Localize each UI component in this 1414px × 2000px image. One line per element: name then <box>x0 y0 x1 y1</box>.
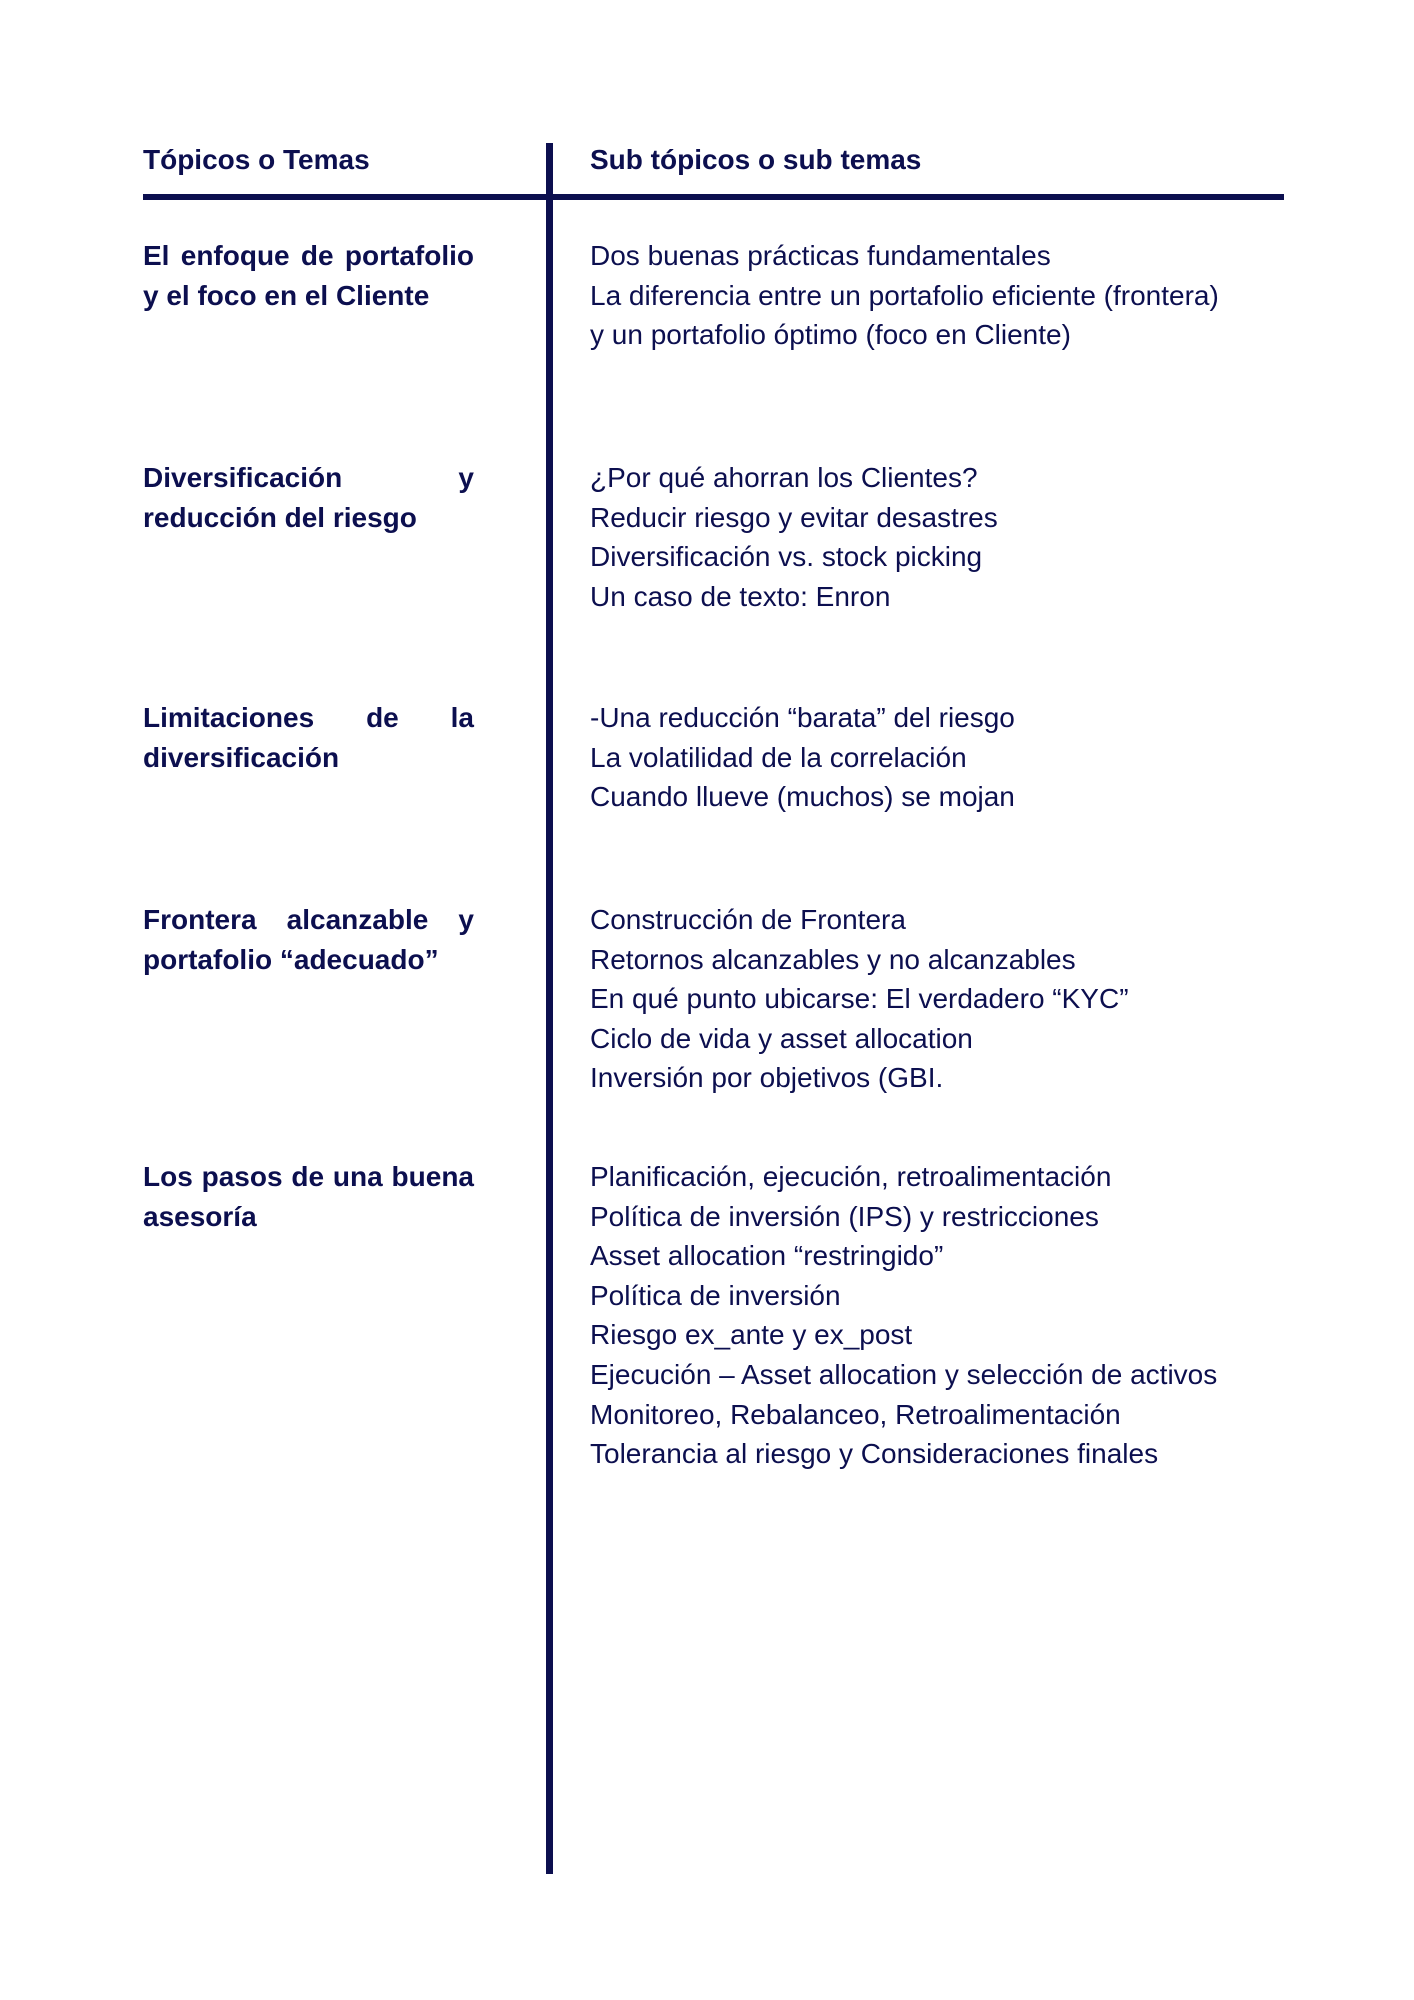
subtopics-4 <box>590 900 1290 1098</box>
subtopic-item: Retornos alcanzables y no alcanzables <box>590 943 1076 975</box>
subtopic-item: Reducir riesgo y evitar desastres <box>590 501 998 533</box>
topic-4: Frontera alcanzable y portafolio “adecuado” <box>143 904 474 975</box>
column-header-subtopics: Sub tópicos o sub temas <box>590 144 922 175</box>
subtopics-1 <box>590 236 1290 355</box>
column-divider <box>546 143 553 1874</box>
subtopic-item: Inversión por objetivos (GBI. <box>590 1062 944 1094</box>
subtopic-item: Cuando llueve (muchos) se mojan <box>590 781 1015 813</box>
topic-1: El enfoque de portafolio y el foco en el Cliente <box>143 240 474 311</box>
subtopic-item: Construcción de Frontera <box>590 904 906 935</box>
subtopic-item: Asset allocation “restringido” <box>590 1240 944 1272</box>
subtopics-5 <box>590 1157 1290 1474</box>
header-divider <box>143 194 1284 200</box>
subtopic-item: Un caso de texto: Enron <box>590 580 891 612</box>
subtopic-item: y un portafolio óptimo (foco en Cliente) <box>590 319 1071 351</box>
subtopic-item: Tolerancia al riesgo y Consideraciones finales <box>590 1438 1159 1470</box>
topic-3: Limitaciones de la diversificación <box>143 702 474 773</box>
subtopic-item: Diversificación vs. stock picking <box>590 541 983 573</box>
subtopic-item: Dos buenas prácticas fundamentales <box>590 240 1051 271</box>
subtopic-item: Planificación, ejecución, retroalimentación <box>590 1161 1112 1192</box>
subtopics-3 <box>590 698 1290 817</box>
subtopic-item: Política de inversión <box>590 1279 841 1311</box>
subtopic-item: Monitoreo, Rebalanceo, Retroalimentación <box>590 1398 1121 1430</box>
subtopic-item: Riesgo ex_ante y ex_post <box>590 1319 913 1351</box>
subtopic-item: La volatilidad de la correlación <box>590 741 967 773</box>
subtopic-item: En qué punto ubicarse: El verdadero “KYC” <box>590 983 1129 1015</box>
subtopics-2 <box>590 458 1290 616</box>
topic-2: Diversificación y reducción del riesgo <box>143 462 474 533</box>
subtopic-item: Política de inversión (IPS) y restricciones <box>590 1200 1099 1232</box>
column-header-topics: Tópicos o Temas <box>143 144 370 175</box>
subtopic-item: -Una reducción “barata” del riesgo <box>590 702 1015 733</box>
subtopic-item: La diferencia entre un portafolio eficiente (frontera) <box>590 279 1219 311</box>
subtopic-item: Ciclo de vida y asset allocation <box>590 1022 973 1054</box>
topic-5: Los pasos de una buena asesoría <box>143 1161 474 1232</box>
subtopic-item: ¿Por qué ahorran los Clientes? <box>590 462 978 493</box>
subtopic-item: Ejecución – Asset allocation y selección de activos <box>590 1358 1218 1390</box>
